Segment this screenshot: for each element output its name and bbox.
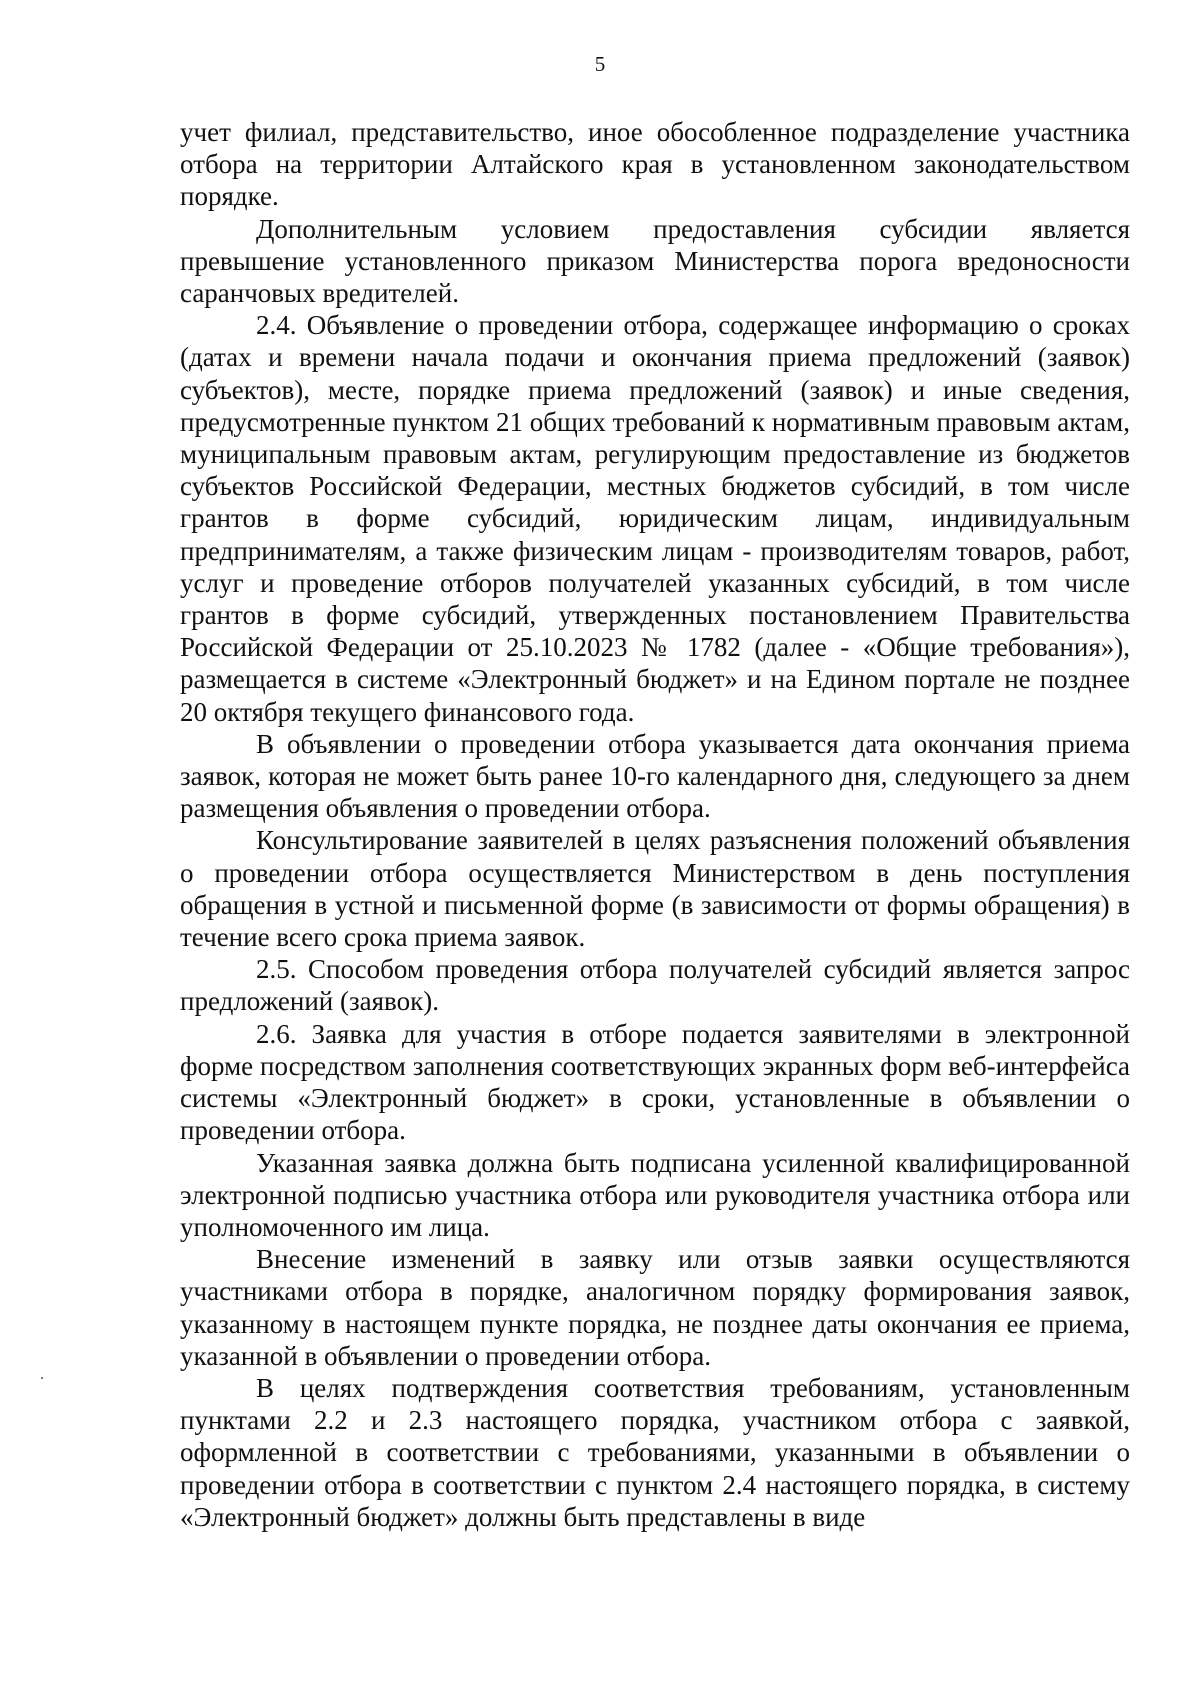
paragraph-2-5-method: 2.5. Способом проведения отбора получателей субсидий является запрос предложений (заявок).: [180, 954, 1130, 1017]
page-number: 5: [594, 52, 606, 76]
paragraph-consulting: Консультирование заявителей в целях разъяснения положений объявления о проведении отбора осуществляется Министерством в день поступления обращения в устной и письменной форме (в зависимости от формы обращения) в течение всего срока приема заявок.: [180, 825, 1130, 953]
paragraph-compliance: В целях подтверждения соответствия требованиям, установленным пунктами 2.2 и 2.3 настоящего порядка, участником отбора с заявкой, оформленной в соответствии с требованиями, указанными в объявлении о проведении отбора в соответствии с пунктом 2.4 настоящего порядка, в систему «Электронный бюджет» должны быть представлены в виде: [180, 1372, 1130, 1532]
paragraph-changes: Внесение изменений в заявку или отзыв заявки осуществляются участниками отбора в порядке, аналогичном порядку формирования заявок, указанному в настоящем пункте порядка, не позднее даты окончания ее приема, указанной в объявлении о проведении отбора.: [180, 1244, 1130, 1371]
paragraph-deadline: В объявлении о проведении отбора указывается дата окончания приема заявок, которая не может быть ранее 10-го календарного дня, следующего за днем размещения объявления о проведении отбора.: [180, 728, 1130, 824]
paragraph-additional-condition: Дополнительным условием предоставления субсидии является превышение установленного приказом Министерства порога вредоносности саранчовых вредителей.: [180, 213, 1130, 309]
document-body: [180, 116, 1130, 1533]
scan-speck: [41, 1377, 43, 1379]
paragraph-2-6-application: 2.6. Заявка для участия в отборе подается заявителями в электронной форме посредством заполнения соответствующих экранных форм веб-интерфейса системы «Электронный бюджет» в сроки, установленные в объявлении о проведении отбора.: [180, 1018, 1130, 1146]
paragraph-continuation: учет филиал, представительство, иное обособленное подразделение участника отбора на территории Алтайского края в установленном законодательством порядке.: [180, 117, 1130, 212]
paragraph-2-4-announcement: 2.4. Объявление о проведении отбора, содержащее информацию о сроках (датах и времени начала подачи и окончания приема предложений (заявок) субъектов), месте, порядке приема предложений (заявок) и иные сведения, предусмотренные пунктом 21 общих требований к нормативным правовым актам, муниципальным правовым актам, регулирующим предоставление из бюджетов субъектов Российской Федерации, местных бюджетов субсидий, в том числе грантов в форме субсидий, юридическим лицам, индивидуальным предпринимателям, а также физическим лицам - производителям товаров, работ, услуг и проведение отборов получателей указанных субсидий, в том числе грантов в форме субсидий, утвержденных постановлением Правительства Российской Федерации от 25.10.2023 № 1782 (далее - «Общие требования»), размещается в системе «Электронный бюджет» и на Едином портале не позднее 20 октября текущего финансового года.: [180, 310, 1130, 727]
paragraph-signature: Указанная заявка должна быть подписана усиленной квалифицированной электронной подписью участника отбора или руководителя участника отбора или уполномоченного им лица.: [180, 1147, 1130, 1242]
